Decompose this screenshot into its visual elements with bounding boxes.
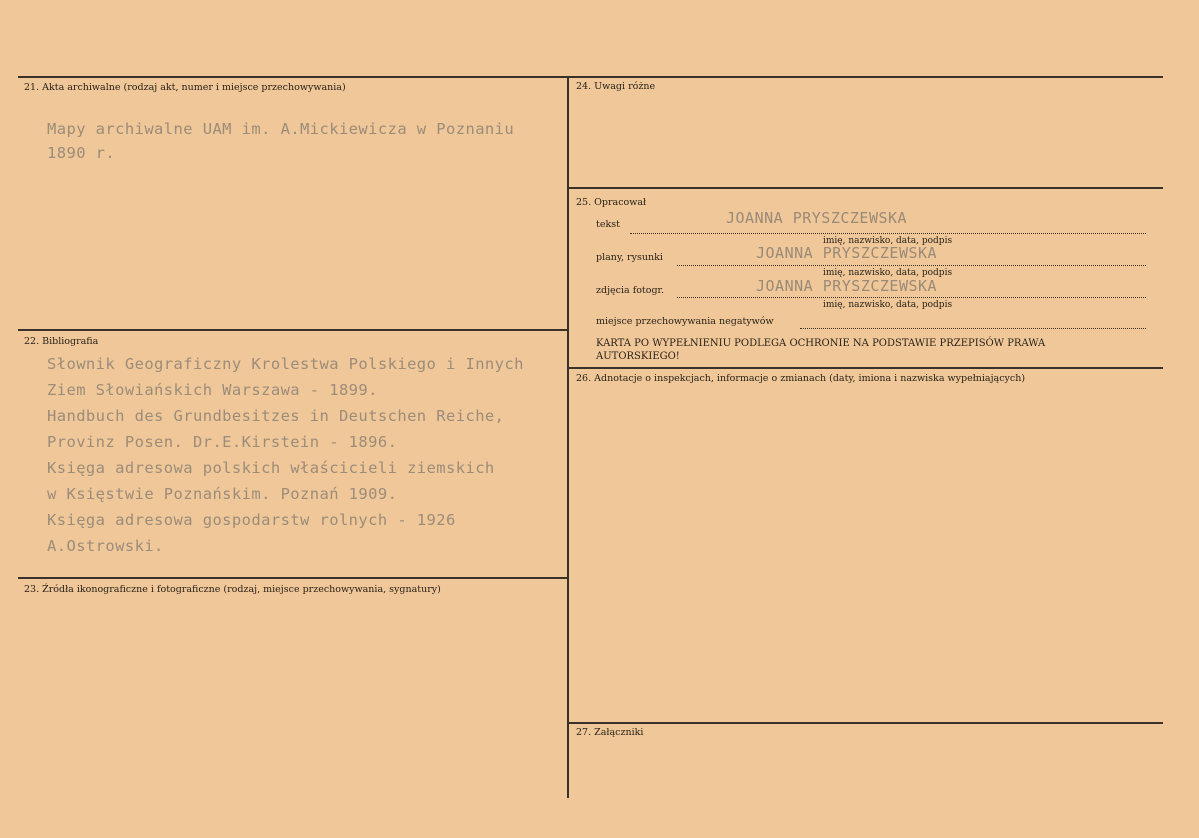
rule-22-23 xyxy=(18,577,568,579)
rule-21-22 xyxy=(18,329,568,331)
bibliography-line-5: Księga adresowa polskich właścicieli ziemskich xyxy=(47,459,495,477)
bibliography-line-8: A.Ostrowski. xyxy=(47,537,164,555)
section-21-line-2: 1890 r. xyxy=(47,144,116,162)
rule-26-27 xyxy=(568,722,1163,724)
rule-25-26 xyxy=(568,367,1163,369)
copyright-notice-line-2: AUTORSKIEGO! xyxy=(596,351,680,362)
bibliography-line-3: Handbuch des Grundbesitzes in Deutschen Reiche, xyxy=(47,407,505,425)
photos-author-value: JOANNA PRYSZCZEWSKA xyxy=(756,277,938,295)
negatives-location-line xyxy=(800,328,1146,329)
bibliography-line-7: Księga adresowa gospodarstw rolnych - 1926 xyxy=(47,511,456,529)
center-divider xyxy=(567,76,569,798)
negatives-location-label: miejsce przechowywania negatywów xyxy=(596,316,774,327)
plans-author-caption: imię, nazwisko, data, podpis xyxy=(823,268,953,278)
photos-author-line xyxy=(677,297,1146,298)
photos-author-caption: imię, nazwisko, data, podpis xyxy=(823,300,953,310)
text-author-line xyxy=(630,233,1146,234)
section-23-label: 23. Źródła ikonograficzne i fotograficzne (rodzaj, miejsce przechowywania, sygnatury) xyxy=(24,584,441,595)
section-26-label: 26. Adnotacje o inspekcjach, informacje o zmianach (daty, imiona i nazwiska wypełniających) xyxy=(576,373,1026,384)
section-25-label: 25. Opracował xyxy=(576,197,647,208)
photos-author-label: zdjęcia fotogr. xyxy=(596,285,665,296)
bibliography-line-4: Provinz Posen. Dr.E.Kirstein - 1896. xyxy=(47,433,398,451)
bibliography-line-2: Ziem Słowiańskich Warszawa - 1899. xyxy=(47,381,378,399)
copyright-notice-line-1: KARTA PO WYPEŁNIENIU PODLEGA OCHRONIE NA PODSTAWIE PRZEPISÓW PRAWA xyxy=(596,338,1046,349)
bibliography-line-6: w Księstwie Poznańskim. Poznań 1909. xyxy=(47,485,398,503)
plans-author-line xyxy=(677,265,1146,266)
text-author-caption: imię, nazwisko, data, podpis xyxy=(823,236,953,246)
section-21-line-1: Mapy archiwalne UAM im. A.Mickiewicza w Poznaniu xyxy=(47,120,515,138)
plans-author-label: plany, rysunki xyxy=(596,252,663,263)
section-22-label: 22. Bibliografia xyxy=(24,336,99,347)
bibliography-line-1: Słownik Geograficzny Krolestwa Polskiego i Innych xyxy=(47,355,524,373)
section-27-label: 27. Załączniki xyxy=(576,727,644,738)
text-author-label: tekst xyxy=(596,219,620,230)
rule-24-25 xyxy=(568,187,1163,189)
section-21-label: 21. Akta archiwalne (rodzaj akt, numer i miejsce przechowywania) xyxy=(24,82,346,93)
text-author-value: JOANNA PRYSZCZEWSKA xyxy=(726,209,908,227)
plans-author-value: JOANNA PRYSZCZEWSKA xyxy=(756,244,938,262)
top-rule xyxy=(18,76,1163,78)
section-24-label: 24. Uwagi różne xyxy=(576,81,656,92)
